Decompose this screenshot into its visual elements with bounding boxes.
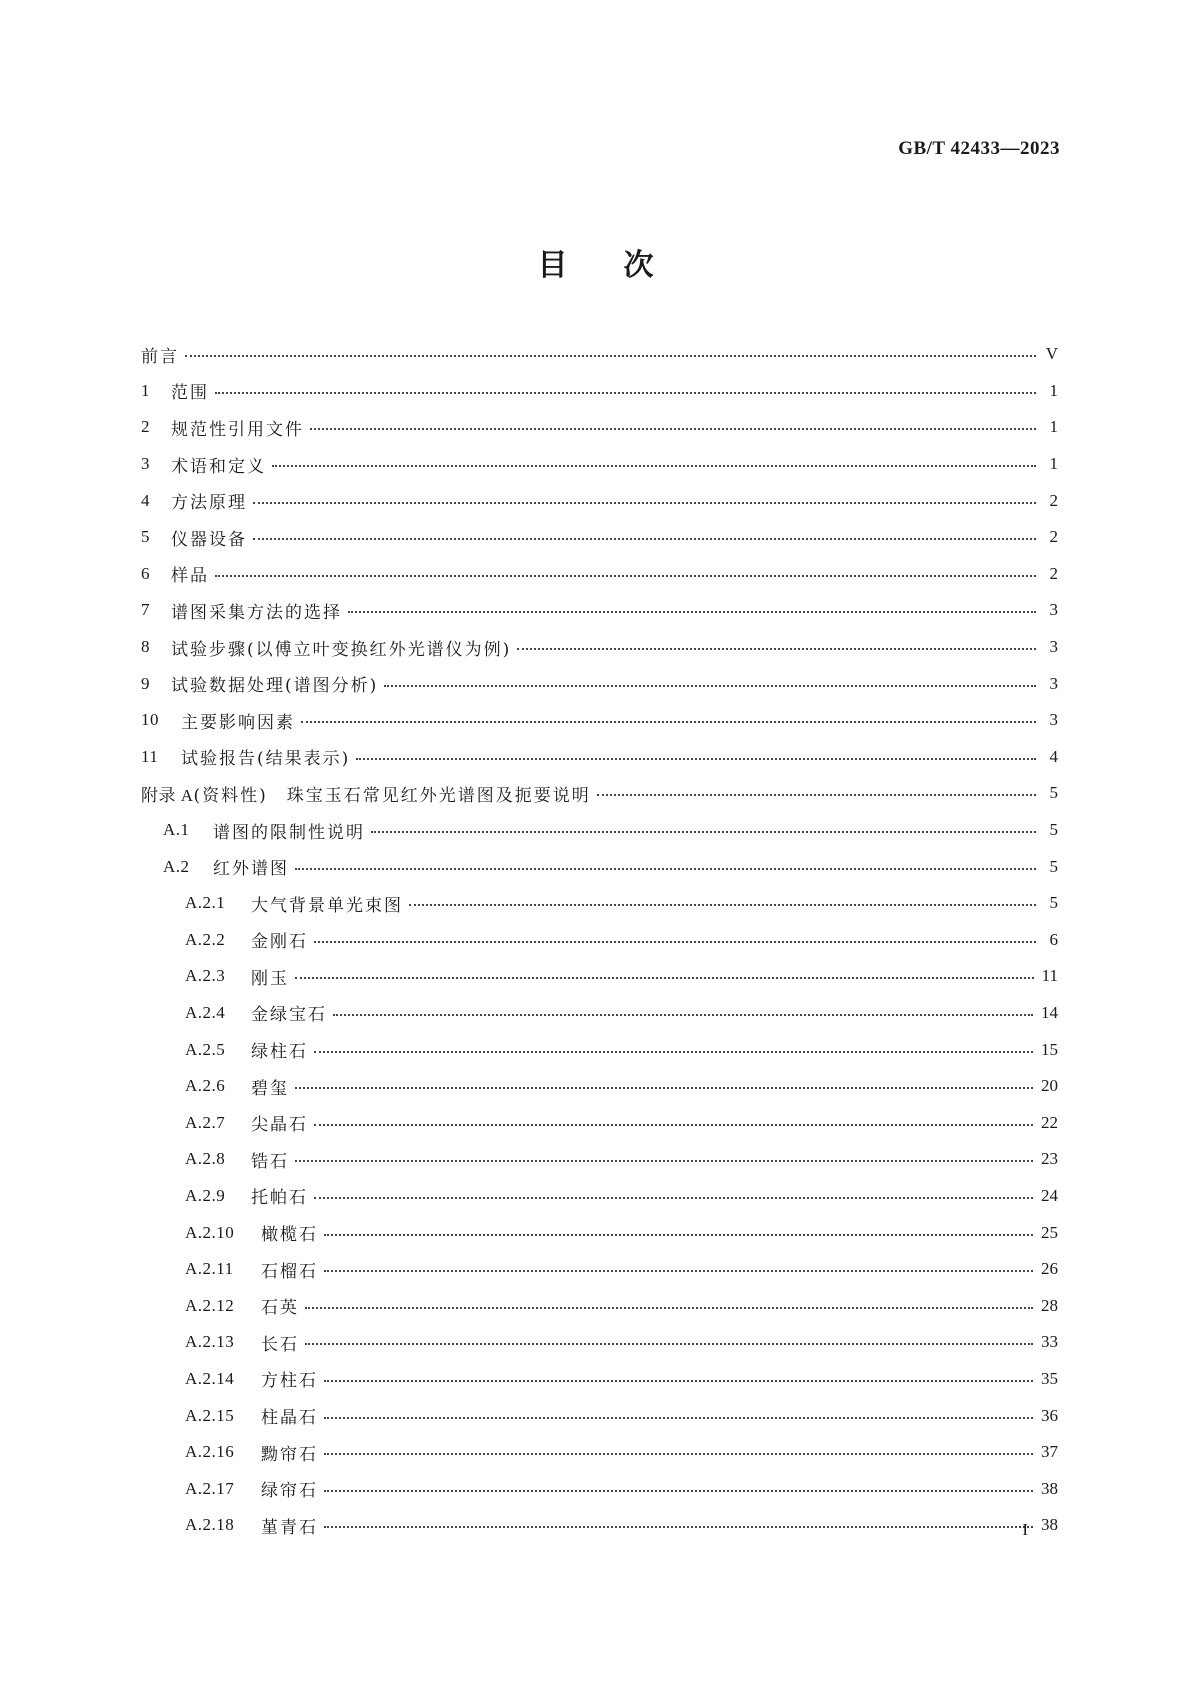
toc-entry-number: A.2.4 (185, 1002, 226, 1022)
toc-entry[interactable] (141, 1361, 1058, 1398)
toc-entry-page: 2 (1049, 527, 1058, 547)
toc-leader-dots (324, 1270, 1033, 1272)
toc-entry-page: 24 (1041, 1185, 1058, 1205)
toc-entry[interactable] (141, 1507, 1058, 1544)
toc-entry[interactable] (141, 702, 1058, 739)
toc-entry-label: 方柱石 (261, 1371, 318, 1392)
toc-entry[interactable] (141, 885, 1058, 922)
toc-entry[interactable] (141, 629, 1058, 666)
toc-entry-label: 方法原理 (171, 493, 247, 514)
toc-leader-dots (314, 1197, 1033, 1199)
toc-entry[interactable] (141, 373, 1058, 410)
toc-entry-page: 11 (1041, 966, 1058, 986)
toc-entry-page: V (1045, 344, 1058, 364)
toc-entry-page: 36 (1041, 1405, 1058, 1425)
toc-entry-number: A.2.2 (185, 929, 226, 949)
toc-entry-page: 5 (1049, 820, 1058, 840)
toc-entry-page: 28 (1041, 1295, 1058, 1315)
toc-entry-page: 37 (1041, 1442, 1058, 1462)
toc-entry-label: 谱图的限制性说明 (213, 822, 365, 843)
toc-entry[interactable] (141, 519, 1058, 556)
toc-entry-number: A.2 (163, 856, 190, 876)
toc-entry-number: 7 (141, 600, 150, 620)
toc-leader-dots (314, 1124, 1033, 1126)
toc-entry-label: 试验数据处理(谱图分析) (171, 676, 379, 697)
toc-entry[interactable] (141, 1104, 1058, 1141)
page-number: I (1022, 1520, 1028, 1539)
toc-entry-number: A.2.7 (185, 1112, 226, 1132)
toc-entry[interactable] (141, 1031, 1058, 1068)
toc-entry-label: 试验步骤(以傅立叶变换红外光谱仪为例) (171, 639, 512, 660)
toc-entry-number: A.2.13 (185, 1332, 235, 1352)
toc-entry-page: 38 (1041, 1515, 1058, 1535)
toc-leader-dots (597, 794, 1036, 796)
toc-entry-page: 3 (1049, 673, 1058, 693)
toc-entry[interactable] (141, 995, 1058, 1032)
toc-entry-page: 4 (1049, 746, 1058, 766)
toc-entry-page: 35 (1041, 1368, 1058, 1388)
toc-entry-page: 3 (1049, 637, 1058, 657)
toc-entry[interactable] (141, 1068, 1058, 1105)
toc-entry-label: 主要影响因素 (181, 712, 295, 733)
toc-leader-dots (295, 1087, 1033, 1089)
toc-leader-dots (305, 1343, 1033, 1345)
toc-entry[interactable] (141, 812, 1058, 849)
toc-entry-page: 3 (1049, 710, 1058, 730)
toc-leader-dots (409, 904, 1036, 906)
toc-entry-page: 2 (1049, 563, 1058, 583)
toc-entry-page: 5 (1049, 856, 1058, 876)
toc-entry[interactable] (141, 409, 1058, 446)
toc-entry-number: A.2.15 (185, 1405, 235, 1425)
toc-leader-dots (314, 1051, 1033, 1053)
toc-entry-label: 托帕石 (251, 1188, 308, 1209)
toc-entry-page: 15 (1041, 1039, 1058, 1059)
table-of-contents (141, 336, 1058, 1544)
toc-leader-dots (384, 685, 1036, 687)
toc-entry-number: 8 (141, 637, 150, 657)
toc-entry-page: 26 (1041, 1259, 1058, 1279)
toc-entry[interactable] (141, 1397, 1058, 1434)
toc-entry-label: 石榴石 (261, 1261, 318, 1282)
toc-entry-label: 柱晶石 (261, 1408, 318, 1429)
toc-entry-number: 9 (141, 673, 150, 693)
toc-entry-page: 5 (1049, 783, 1058, 803)
toc-entry[interactable] (141, 958, 1058, 995)
toc-entry-label: 绿柱石 (251, 1042, 308, 1063)
toc-entry-page: 23 (1041, 1149, 1058, 1169)
toc-leader-dots (215, 392, 1036, 394)
toc-entry[interactable] (141, 1470, 1058, 1507)
toc-leader-dots (324, 1453, 1033, 1455)
toc-leader-dots (272, 465, 1036, 467)
toc-entry-page: 1 (1049, 454, 1058, 474)
toc-entry-label: 石英 (261, 1298, 299, 1319)
toc-entry-page: 22 (1041, 1112, 1058, 1132)
toc-entry-number: 10 (141, 710, 159, 730)
toc-entry-number: A.2.16 (185, 1442, 235, 1462)
toc-leader-dots (185, 355, 1036, 357)
toc-entry-number: 6 (141, 563, 150, 583)
toc-entry[interactable] (141, 1434, 1058, 1471)
toc-leader-dots (253, 502, 1036, 504)
toc-leader-dots (348, 611, 1036, 613)
toc-entry-page: 14 (1041, 1002, 1058, 1022)
toc-entry[interactable] (141, 739, 1058, 776)
toc-entry-label: 金绿宝石 (251, 1005, 327, 1026)
toc-entry-label: 仪器设备 (171, 529, 247, 550)
toc-entry-label: 大气背景单光束图 (251, 895, 403, 916)
toc-entry-number: 3 (141, 454, 150, 474)
toc-leader-dots (215, 575, 1036, 577)
toc-entry[interactable] (141, 1141, 1058, 1178)
toc-entry-label: 绿帘石 (261, 1481, 318, 1502)
toc-entry-label: 样品 (171, 566, 209, 587)
toc-entry-number: 1 (141, 380, 150, 400)
toc-entry-label: (资料性) 珠宝玉石常见红外光谱图及扼要说明 (193, 785, 591, 806)
toc-entry-label: 碧玺 (251, 1078, 289, 1099)
toc-leader-dots (305, 1307, 1033, 1309)
toc-leader-dots (295, 1160, 1033, 1162)
toc-entry-number: 5 (141, 527, 150, 547)
toc-entry-label: 堇青石 (261, 1517, 318, 1538)
toc-entry-number: A.1 (163, 820, 190, 840)
toc-entry[interactable] (141, 848, 1058, 885)
toc-entry-number: 11 (141, 746, 159, 766)
toc-leader-dots (333, 1014, 1033, 1016)
toc-entry-number: 附录 A (141, 785, 194, 805)
toc-entry-number: A.2.9 (185, 1185, 226, 1205)
page-title: 目次 (537, 248, 710, 283)
toc-entry-label: 锆石 (251, 1151, 289, 1172)
toc-entry-label: 试验报告(结果表示) (181, 749, 351, 770)
toc-entry-label: 术语和定义 (171, 456, 266, 477)
toc-entry-number: 2 (141, 417, 150, 437)
toc-entry-page: 5 (1049, 893, 1058, 913)
toc-entry[interactable] (141, 446, 1058, 483)
toc-entry-label: 谱图采集方法的选择 (171, 602, 342, 623)
toc-entry-number: A.2.11 (185, 1259, 234, 1279)
toc-entry[interactable] (141, 1324, 1058, 1361)
toc-entry[interactable] (141, 922, 1058, 959)
toc-entry[interactable] (141, 592, 1058, 629)
toc-entry-number: A.2.12 (185, 1295, 235, 1315)
toc-entry[interactable] (141, 556, 1058, 593)
toc-entry-page: 3 (1049, 600, 1058, 620)
toc-entry-page: 2 (1049, 490, 1058, 510)
toc-entry-number: A.2.18 (185, 1515, 235, 1535)
toc-leader-dots (295, 868, 1036, 870)
toc-entry[interactable] (141, 1251, 1058, 1288)
toc-entry-label: 刚玉 (251, 968, 289, 989)
toc-leader-dots (314, 941, 1036, 943)
toc-entry-page: 1 (1049, 380, 1058, 400)
toc-entry-number: A.2.10 (185, 1222, 235, 1242)
toc-entry-number: A.2.8 (185, 1149, 226, 1169)
toc-entry-label: 前言 (141, 346, 179, 367)
toc-leader-dots (253, 538, 1036, 540)
toc-entry-label: 黝帘石 (261, 1444, 318, 1465)
toc-entry-page: 1 (1049, 417, 1058, 437)
toc-leader-dots (356, 758, 1036, 760)
toc-leader-dots (310, 428, 1036, 430)
toc-leader-dots (324, 1490, 1033, 1492)
toc-entry-label: 规范性引用文件 (171, 419, 304, 440)
toc-entry[interactable] (141, 665, 1058, 702)
toc-entry-page: 38 (1041, 1478, 1058, 1498)
toc-entry-number: A.2.5 (185, 1039, 226, 1059)
toc-entry[interactable] (141, 1287, 1058, 1324)
toc-entry-label: 金刚石 (251, 932, 308, 953)
toc-entry-label: 范围 (171, 383, 209, 404)
toc-leader-dots (517, 648, 1036, 650)
toc-leader-dots (324, 1380, 1033, 1382)
toc-entry-label: 橄榄石 (261, 1225, 318, 1246)
toc-entry[interactable] (141, 1214, 1058, 1251)
toc-leader-dots (371, 831, 1036, 833)
toc-leader-dots (324, 1234, 1033, 1236)
toc-entry-page: 20 (1041, 1076, 1058, 1096)
toc-entry-number: A.2.17 (185, 1478, 235, 1498)
toc-entry-number: 4 (141, 490, 150, 510)
toc-entry[interactable] (141, 1178, 1058, 1215)
toc-entry-number: A.2.14 (185, 1368, 235, 1388)
toc-entry-number: A.2.3 (185, 966, 226, 986)
toc-entry-label: 长石 (261, 1334, 299, 1355)
toc-entry-page: 6 (1049, 929, 1058, 949)
toc-entry-page: 25 (1041, 1222, 1058, 1242)
toc-entry[interactable] (141, 336, 1058, 373)
toc-entry-label: 红外谱图 (213, 859, 289, 880)
toc-entry[interactable] (141, 482, 1058, 519)
toc-leader-dots (324, 1417, 1033, 1419)
standard-code: GB/T 42433—2023 (898, 138, 1060, 159)
toc-entry-number: A.2.6 (185, 1076, 226, 1096)
toc-entry-page: 33 (1041, 1332, 1058, 1352)
toc-leader-dots (324, 1526, 1033, 1528)
toc-leader-dots (301, 721, 1036, 723)
toc-entry-number: A.2.1 (185, 893, 226, 913)
toc-entry-label: 尖晶石 (251, 1115, 308, 1136)
toc-entry[interactable] (141, 775, 1058, 812)
toc-leader-dots (295, 977, 1034, 979)
